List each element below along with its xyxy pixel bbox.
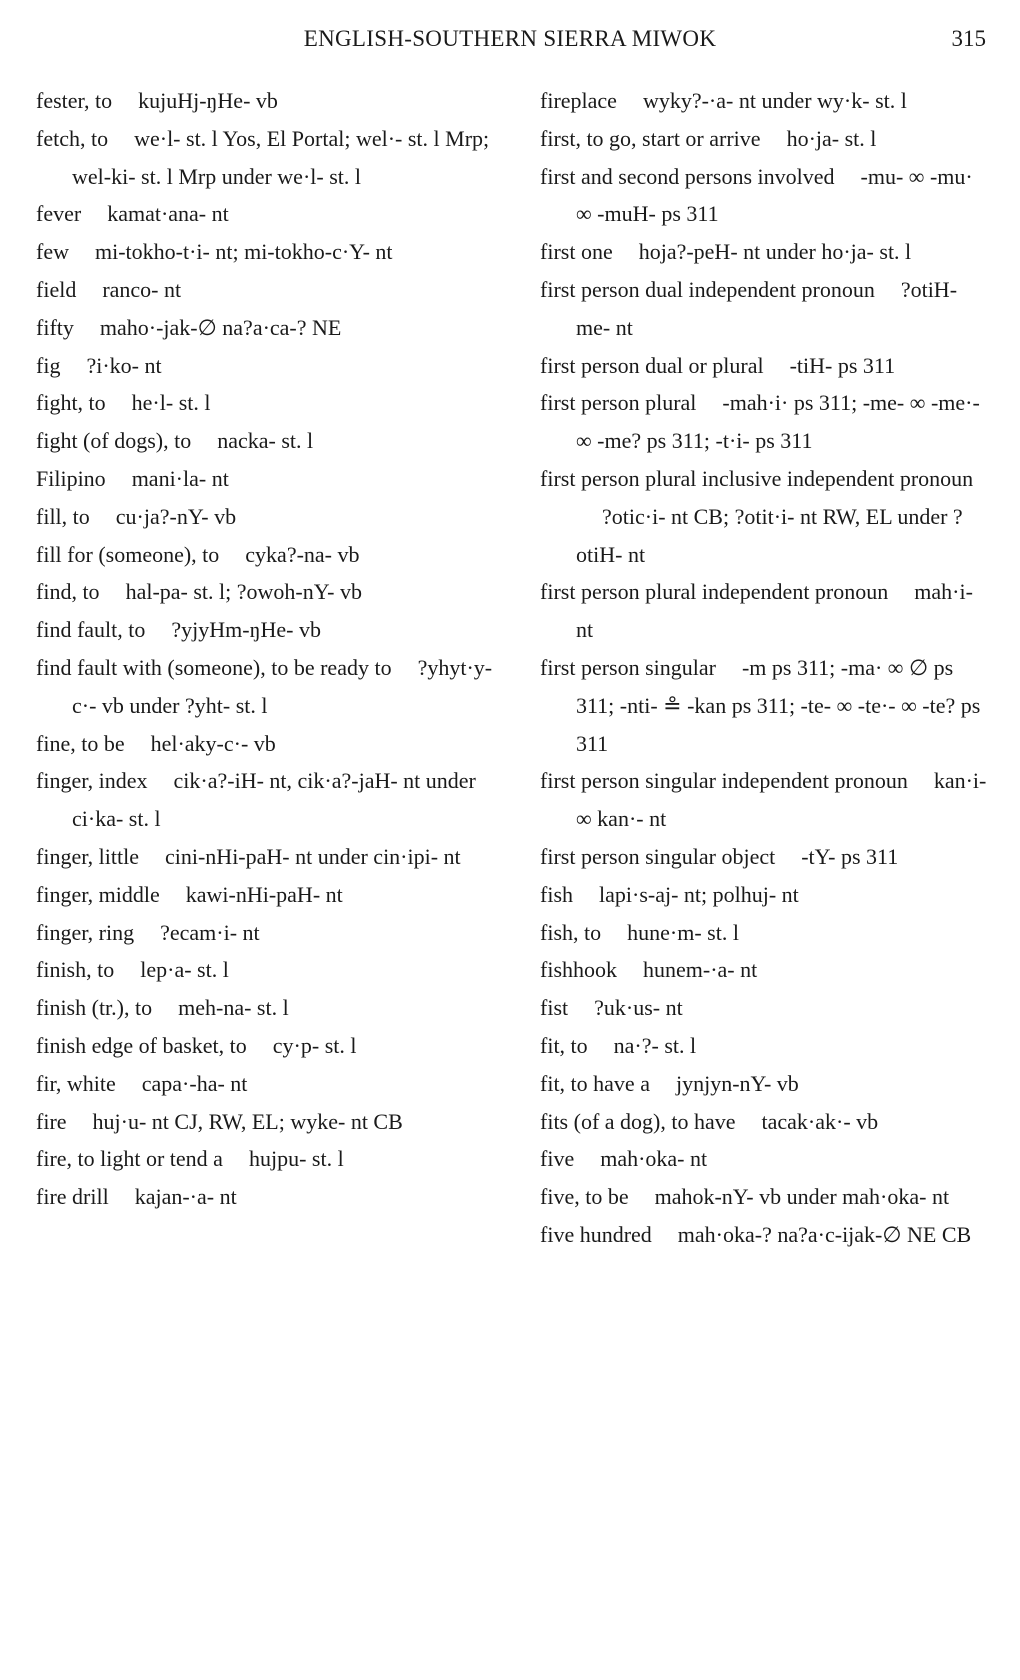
dictionary-entry <box>540 158 990 234</box>
entry-definition: ho·ja- st. l <box>786 125 877 151</box>
entry-definition: -tiH- ps 311 <box>789 352 896 378</box>
dictionary-entry <box>540 989 990 1027</box>
entry-definition: wyky?-·a- nt under wy·k- st. l <box>642 88 907 113</box>
entry-headword: five, to be <box>540 1184 629 1210</box>
entry-definition: ranco- nt <box>102 276 182 302</box>
dictionary-entry <box>36 309 506 347</box>
entry-definition: na·?- st. l <box>613 1032 697 1058</box>
dictionary-entry <box>36 422 506 460</box>
dictionary-entry <box>540 649 990 762</box>
entry-definition: capa·-ha- nt <box>141 1070 248 1096</box>
dictionary-entry <box>36 271 506 309</box>
entry-definition: -tY- ps 311 <box>801 843 899 869</box>
entry-headword: finish edge of basket, to <box>36 1032 247 1058</box>
entry-definition: ?yjyHm-ŋHe- vb <box>171 617 321 643</box>
dictionary-entry <box>36 611 506 649</box>
entry-definition: cini-nHi-paH- nt under cin·ipi- nt <box>164 843 461 869</box>
entry-definition: ?ecam·i- nt <box>160 919 260 945</box>
entry-definition: lapi·s-aj- nt; polhuj- nt <box>599 881 799 907</box>
entry-definition: -mu- ∞ -mu· ∞ -muH- ps 311 <box>576 163 973 227</box>
entry-definition: cik·a?-iH- nt, cik·a?-jaH- nt under ci·ka- st. l <box>72 768 476 832</box>
entry-definition: mah·oka- nt <box>600 1146 708 1172</box>
entry-headword: fits (of a dog), to have <box>540 1108 736 1134</box>
entry-headword: fishhook <box>540 957 617 983</box>
dictionary-entry <box>36 951 506 989</box>
entry-definition: -mah·i· ps 311; -me- ∞ -me·- ∞ -me? ps 311; -t·i- ps 311 <box>576 390 980 454</box>
entry-definition: maho·-jak-∅ na?a·ca-? NE <box>99 314 342 340</box>
dictionary-entry <box>36 82 506 120</box>
dictionary-entry <box>36 1178 506 1216</box>
entry-headword: fetch, to <box>36 125 109 151</box>
entry-definition: ?otiH-me- nt <box>576 276 958 340</box>
entry-headword: first person singular object <box>540 843 776 869</box>
entry-headword: find fault with (someone), to be ready to <box>36 654 392 680</box>
entry-definition: ?i·ko- nt <box>86 352 162 378</box>
dictionary-entry <box>540 1178 990 1216</box>
entry-definition: mi-tokho-t·i- nt; mi-tokho-c·Y- nt <box>94 239 393 265</box>
entry-headword: finish, to <box>36 957 115 983</box>
dictionary-entry <box>36 838 506 876</box>
entry-definition: mah·i- nt <box>576 579 973 643</box>
entry-definition: ?uk·us- nt <box>594 995 683 1021</box>
entry-definition: lep·a- st. l <box>140 957 229 983</box>
entry-headword: fine, to be <box>36 730 125 756</box>
entry-headword: fish <box>540 881 573 907</box>
dictionary-entry <box>36 876 506 914</box>
entry-headword: first and second persons involved <box>540 163 835 189</box>
running-head: ENGLISH-SOUTHERN SIERRA MIWOK <box>303 26 717 51</box>
entry-headword: first one <box>540 239 613 265</box>
entry-headword: fight (of dogs), to <box>36 428 192 454</box>
entry-headword: fit, to <box>540 1032 588 1058</box>
entry-headword: fit, to have a <box>540 1070 650 1096</box>
entry-definition: hujpu- st. l <box>248 1146 344 1172</box>
entry-headword: five hundred <box>540 1221 652 1247</box>
dictionary-entry <box>36 460 506 498</box>
dictionary-entry <box>36 498 506 536</box>
entry-headword: field <box>36 276 77 302</box>
entry-headword: fish, to <box>540 919 602 945</box>
dictionary-entry <box>540 1027 990 1065</box>
entry-headword: fire, to light or tend a <box>36 1146 223 1172</box>
entry-definition: cyka?-na- vb <box>245 541 360 567</box>
dictionary-entry <box>36 120 506 196</box>
entry-headword: fire drill <box>36 1184 109 1210</box>
entry-headword: fill for (someone), to <box>36 541 220 567</box>
entry-definition: mahok-nY- vb under mah·oka- nt <box>654 1184 950 1210</box>
entry-definition: we·l- st. l Yos, El Portal; wel·- st. l Mrp; wel-ki- st. l Mrp under we·l- st. l <box>72 125 490 189</box>
dictionary-entry <box>540 876 990 914</box>
entry-definition: kan·i- ∞ kan·- nt <box>576 768 987 832</box>
entry-definition: ?yhyt·y-c·- vb under ?yht- st. l <box>72 654 493 718</box>
entry-headword: fester, to <box>36 88 113 113</box>
entry-definition: meh-na- st. l <box>178 995 289 1021</box>
dictionary-entry <box>36 649 506 725</box>
dictionary-entry <box>36 989 506 1027</box>
dictionary-entry <box>540 460 990 573</box>
page-header <box>0 24 1020 60</box>
entry-definition: he·l- st. l <box>131 390 211 416</box>
dictionary-entry <box>36 573 506 611</box>
page-number: 315 <box>951 26 986 51</box>
dictionary-entry <box>36 233 506 271</box>
entry-definition: kawi-nHi-paH- nt <box>185 881 343 907</box>
entry-headword: first person dual independent pronoun <box>540 276 875 302</box>
entry-headword: fir, white <box>36 1070 116 1096</box>
entry-headword: finger, ring <box>36 919 135 945</box>
dictionary-entry <box>540 1216 990 1254</box>
entry-headword: first person plural inclusive independent pronoun <box>540 465 974 491</box>
entry-definition: cu·ja?-nY- vb <box>115 503 237 529</box>
entry-headword: find, to <box>36 579 100 605</box>
dictionary-entry <box>540 1103 990 1141</box>
dictionary-entry <box>36 536 506 574</box>
entry-definition: huj·u- nt CJ, RW, EL; wyke- nt CB <box>92 1108 403 1134</box>
entry-headword: fig <box>36 352 61 378</box>
entry-headword: fireplace <box>540 88 617 113</box>
entry-definition: -m ps 311; -ma· ∞ ∅ ps 311; -nti- ≗ -kan ps 311; -te- ∞ -te·- ∞ -te? ps 311 <box>576 654 981 756</box>
entry-definition: cy·p- st. l <box>272 1032 357 1058</box>
dictionary-entry <box>36 1140 506 1178</box>
entry-definition: kajan-·a- nt <box>134 1184 237 1210</box>
entry-headword: fire <box>36 1108 67 1134</box>
dictionary-entry <box>36 1103 506 1141</box>
entry-definition: mani·la- nt <box>131 465 229 491</box>
entry-headword: fight, to <box>36 390 106 416</box>
dictionary-entry <box>36 725 506 763</box>
entry-headword: first person plural independent pronoun <box>540 579 889 605</box>
dictionary-entry <box>540 951 990 989</box>
dictionary-entry <box>540 347 990 385</box>
entry-headword: first person singular independent pronoun <box>540 768 908 794</box>
entry-definition: ?otic·i- nt CB; ?otit·i- nt RW, EL under ?otiH- nt <box>576 503 963 567</box>
entry-definition: mah·oka-? na?a·c-ijak-∅ NE CB <box>677 1221 972 1247</box>
entry-headword: find fault, to <box>36 617 146 643</box>
entry-headword: first person dual or plural <box>540 352 764 378</box>
entry-headword: finger, little <box>36 843 139 869</box>
dictionary-entry <box>36 762 506 838</box>
dictionary-entry <box>540 762 990 838</box>
entry-definition: hune·m- st. l <box>627 919 739 945</box>
entry-headword: five <box>540 1146 575 1172</box>
entry-headword: finger, middle <box>36 881 160 907</box>
entry-definition: tacak·ak·- vb <box>761 1108 879 1134</box>
entry-definition: hel·aky-c·- vb <box>150 730 276 756</box>
dictionary-entry <box>540 914 990 952</box>
dictionary-entry <box>36 1027 506 1065</box>
entry-headword: finish (tr.), to <box>36 995 153 1021</box>
entry-headword: finger, index <box>36 768 148 794</box>
dictionary-entry <box>36 1065 506 1103</box>
dictionary-entry <box>36 195 506 233</box>
entry-headword: first person plural <box>540 390 697 416</box>
entry-headword: fever <box>36 201 82 227</box>
dictionary-entry <box>540 573 990 649</box>
entry-definition: kujuHj-ŋHe- vb <box>138 88 278 113</box>
entry-definition: jynjyn-nY- vb <box>675 1070 799 1096</box>
dictionary-entry <box>36 914 506 952</box>
dictionary-entry <box>540 1065 990 1103</box>
dictionary-entry <box>36 384 506 422</box>
dictionary-entry <box>36 347 506 385</box>
entry-headword: fifty <box>36 314 74 340</box>
entry-headword: Filipino <box>36 465 106 491</box>
entry-headword: first person singular <box>540 654 716 680</box>
dictionary-entry <box>540 838 990 876</box>
dictionary-entry <box>540 1140 990 1178</box>
entry-definition: hunem-·a- nt <box>643 957 758 983</box>
dictionary-entry <box>540 271 990 347</box>
entry-definition: nacka- st. l <box>217 428 314 454</box>
right-column <box>540 82 990 1254</box>
entry-headword: first, to go, start or arrive <box>540 125 761 151</box>
entry-headword: few <box>36 239 69 265</box>
entry-definition: hoja?-peH- nt under ho·ja- st. l <box>638 239 912 265</box>
dictionary-entry <box>540 233 990 271</box>
entry-headword: fill, to <box>36 503 90 529</box>
entry-definition: hal-pa- st. l; ?owoh-nY- vb <box>125 579 363 605</box>
left-column <box>36 82 506 1216</box>
entry-definition: kamat·ana- nt <box>107 201 229 227</box>
dictionary-entry <box>540 120 990 158</box>
dictionary-entry <box>540 82 990 120</box>
dictionary-entry <box>540 384 990 460</box>
entry-headword: fist <box>540 995 569 1021</box>
